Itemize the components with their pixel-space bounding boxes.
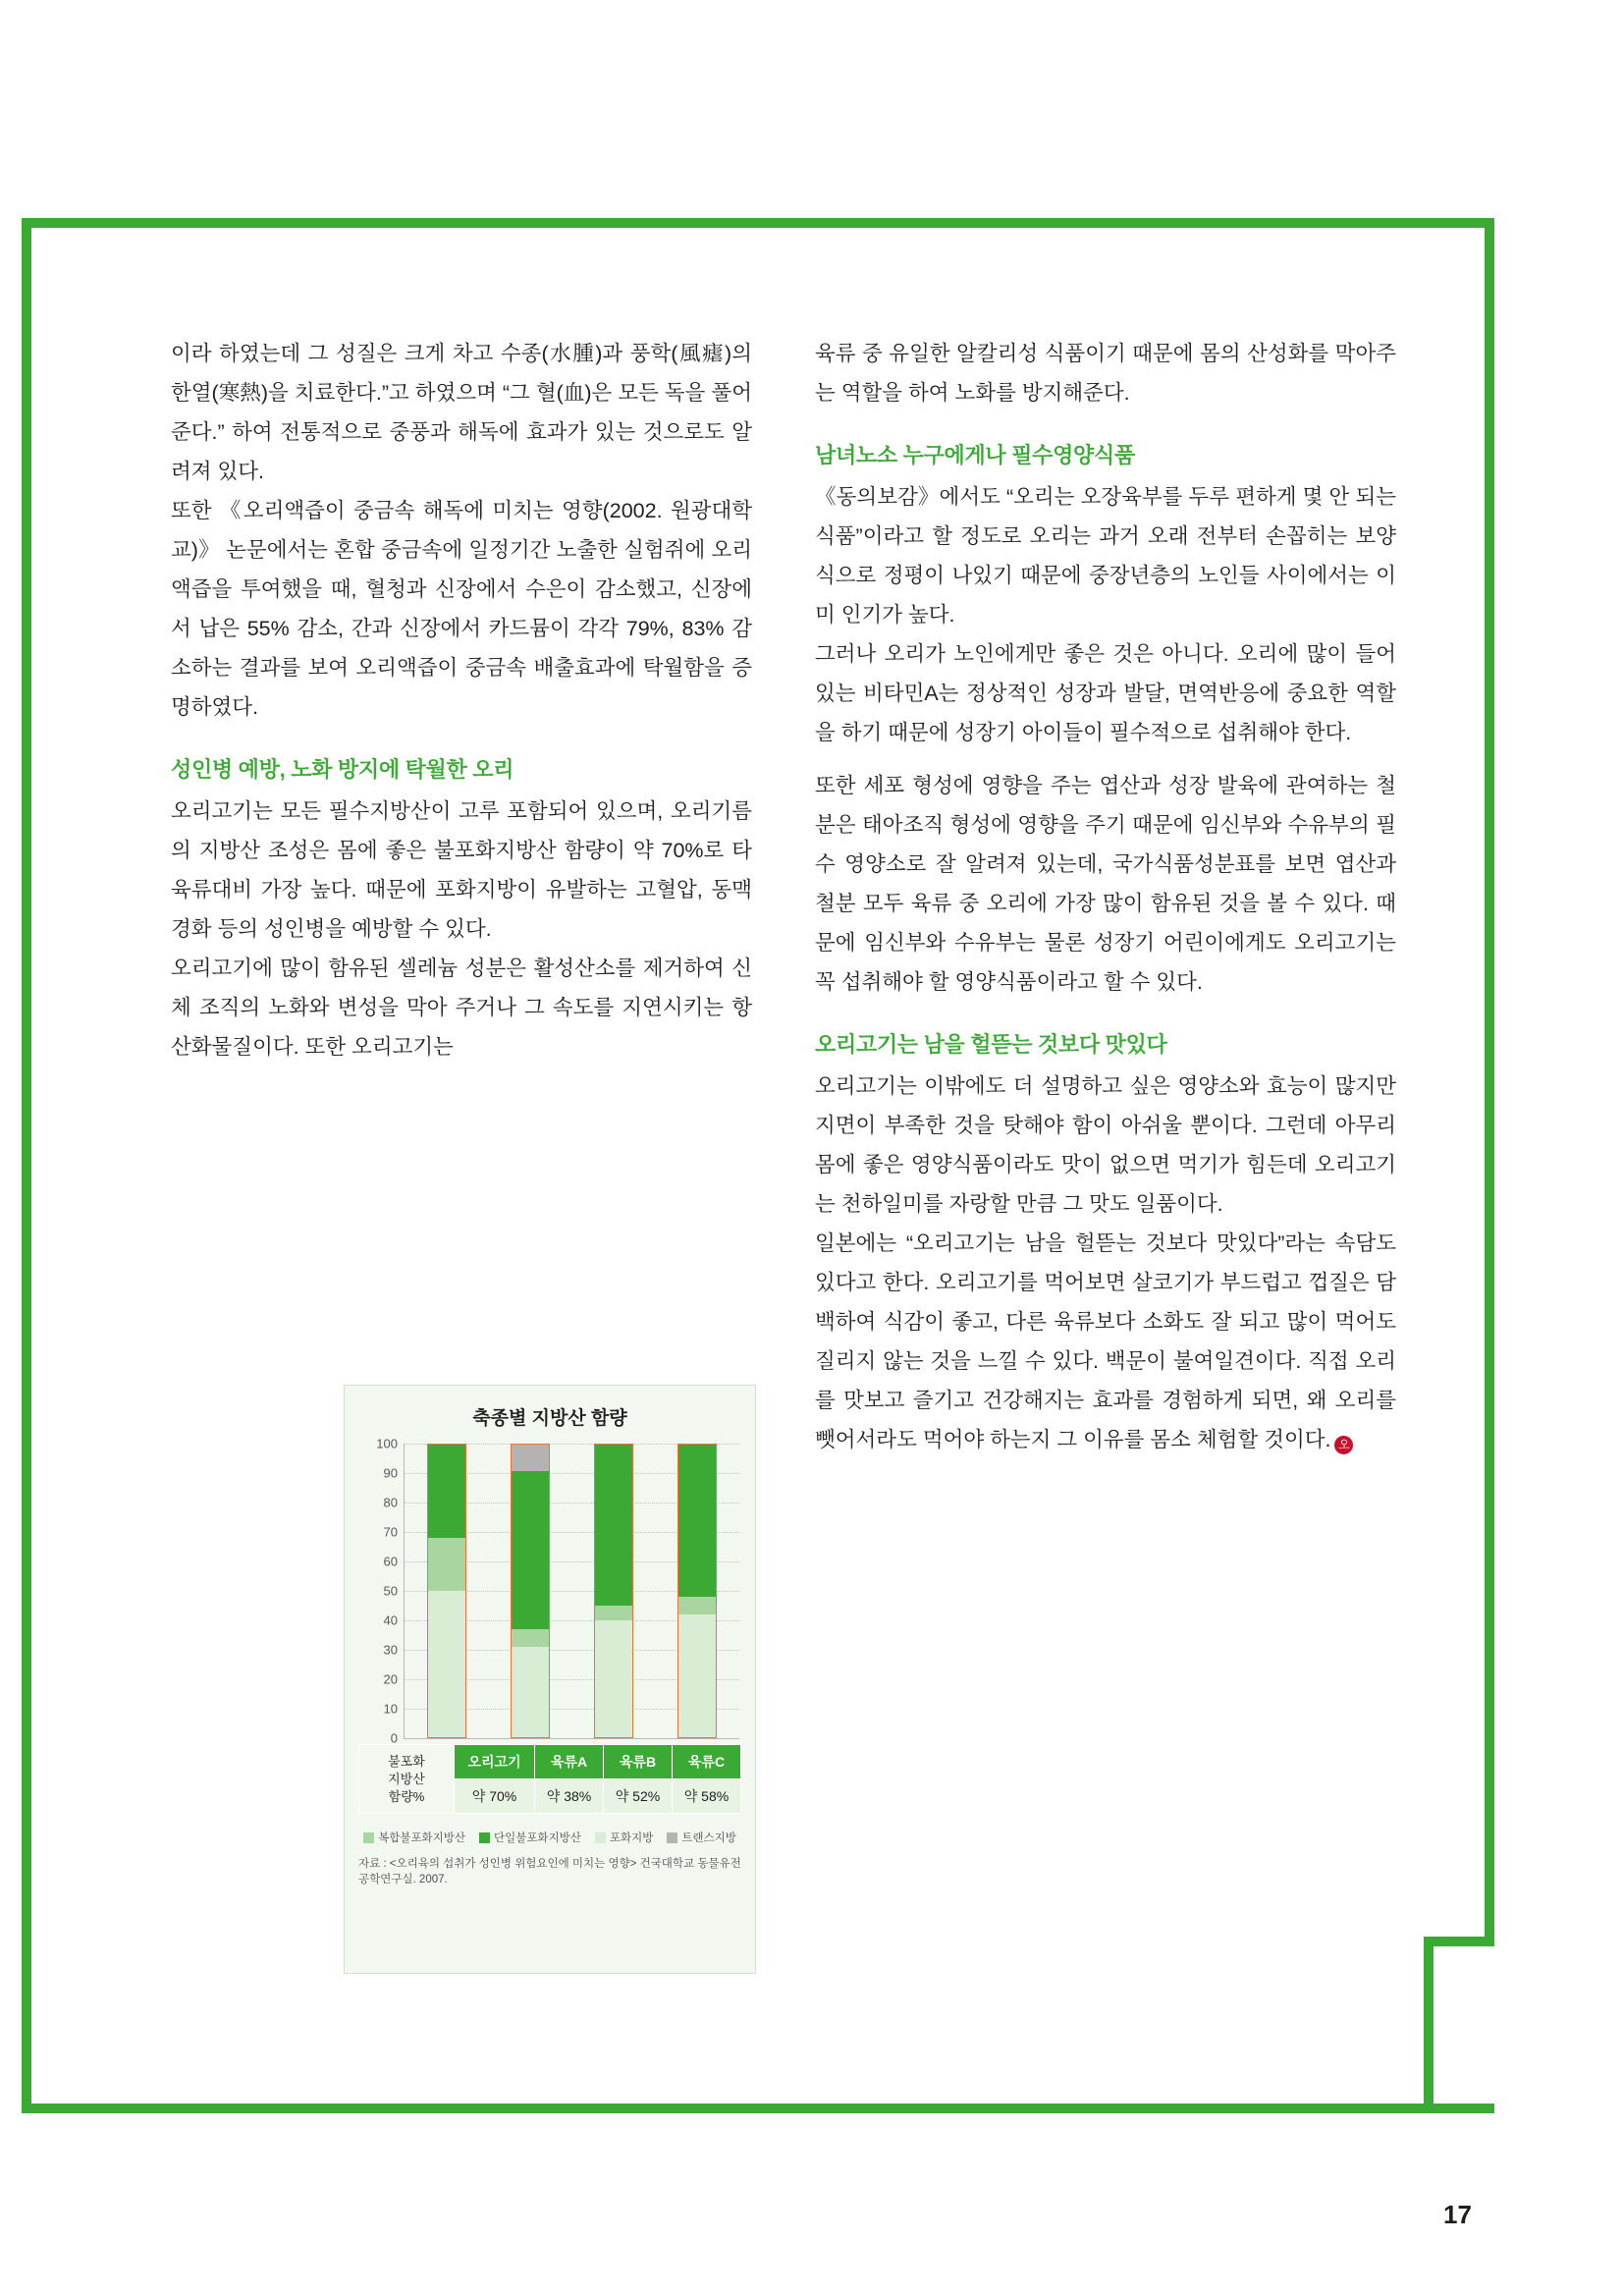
section-heading-essential-nutrition: 남녀노소 누구에게나 필수영양식품 (815, 443, 1135, 467)
left-text-column (171, 334, 752, 1066)
paragraph: 오리고기에 많이 함유된 셀레늄 성분은 활성산소를 제거하여 신체 조직의 노화와 변성을 막아 주거나 그 속도를 지연시키는 항산화물질이다. 또한 오리고기는 (171, 957, 752, 1059)
y-tick: 0 (390, 1730, 398, 1746)
chart-bar-segment (428, 1445, 465, 1538)
page-border-corner-vertical (1424, 1937, 1434, 2113)
paragraph: 이라 하였는데 그 성질은 크게 차고 수종(水腫)과 풍학(風瘧)의 한열(寒熱)을 치료한다.”고 하였으며 “그 혈(血)은 모든 독을 풀어준다.” 하여 전통적으로 중풍과 해독에 효과가 있는 것으로도 알려져 있다. (171, 342, 752, 483)
label-line: 불포화 (388, 1753, 425, 1769)
chart-bar-segment (678, 1614, 716, 1737)
chart-source-note: 자료 : <오리육의 섭취가 성인병 위험요인에 미치는 영향> 건국대학교 동물유전공학연구실. 2007. (358, 1858, 741, 1886)
chart-bar-segment (595, 1606, 632, 1620)
y-tick: 80 (383, 1495, 398, 1510)
chart-bar-segment (512, 1471, 549, 1629)
chart-bar (511, 1444, 550, 1738)
legend-label: 트랜스지방 (681, 1832, 736, 1844)
chart-bar-segment (512, 1629, 549, 1647)
legend-item (595, 1830, 653, 1845)
end-mark-icon: 오 (1334, 1436, 1353, 1454)
y-tick: 20 (383, 1671, 398, 1687)
table-header-cell: 육류C (672, 1745, 740, 1779)
legend-label: 단일불포화지방산 (494, 1832, 581, 1844)
page-border-right (1485, 218, 1494, 1946)
chart-bar-segment (678, 1597, 716, 1614)
chart-bar-segment (678, 1445, 716, 1597)
table-row-label (359, 1745, 455, 1814)
paragraph: 육류 중 유일한 알칼리성 식품이기 때문에 몸의 산성화를 막아주는 역할을 하여 노화를 방지해준다. (815, 342, 1396, 405)
paragraph: 그러나 오리가 노인에게만 좋은 것은 아니다. 오리에 많이 들어있는 비타민A는 정상적인 성장과 발달, 면역반응에 중요한 역할을 하기 때문에 성장기 아이들이 필수적으로 섭취해야 한다. (815, 642, 1396, 744)
legend-swatch (479, 1832, 490, 1843)
chart-bar-segment (595, 1620, 632, 1737)
section-heading-taste: 오리고기는 남을 헐뜯는 것보다 맛있다 (815, 1032, 1167, 1057)
chart-legend (345, 1830, 755, 1845)
legend-label: 포화지방 (609, 1832, 654, 1844)
chart-bar-segment (512, 1445, 549, 1471)
fatty-acid-chart (344, 1385, 756, 1974)
table-row-header (359, 1745, 741, 1779)
label-line: 함량% (388, 1788, 425, 1804)
right-text-column (815, 334, 1396, 1459)
y-tick: 100 (376, 1436, 398, 1451)
table-cell: 약 58% (672, 1779, 740, 1814)
paragraph-last (815, 1224, 1396, 1459)
y-tick: 70 (383, 1524, 398, 1540)
table-header-cell: 오리고기 (455, 1745, 535, 1779)
paragraph: 오리고기는 이밖에도 더 설명하고 싶은 영양소와 효능이 많지만 지면이 부족한 것을 탓해야 함이 아쉬울 뿐이다. 그런데 아무리 몸에 좋은 영양식품이라도 맛이 없으면 먹기가 힘든데 오리고기는 천하일미를 자랑할 만큼 그 맛도 일품이다. (815, 1074, 1396, 1216)
paragraph: 또한 《오리액즙이 중금속 해독에 미치는 영향(2002. 원광대학교)》 논문에서는 혼합 중금속에 일정기간 노출한 실험쥐에 오리액즙을 투여했을 때, 혈청과 신장에서 수은이 감소했고, 신장에서 납은 55% 감소, 간과 신장에서 카드뮴이 각각 79%, 83% 감소하는 결과를 보여 오리액즙이 중금속 배출효과에 탁월함을 증명하였다. (171, 499, 752, 719)
chart-bar (594, 1444, 633, 1738)
chart-bar (677, 1444, 717, 1738)
chart-title: 축종별 지방산 함량 (472, 1408, 627, 1429)
chart-plot-area (345, 1436, 755, 1746)
y-tick: 10 (383, 1701, 398, 1717)
paragraph-text: 일본에는 “오리고기는 남을 헐뜯는 것보다 맛있다”라는 속담도 있다고 한다. 오리고기를 먹어보면 살코기가 부드럽고 껍질은 담백하여 식감이 좋고, 다른 육류보다 소화도 잘 되고 많이 먹어도 질리지 않는 것을 느낄 수 있다. 백문이 불여일견이다. 직접 오리를 맛보고 즐기고 건강해지는 효과를 경험하게 되면, 왜 오리를 뺏어서라도 먹어야 하는지 그 이유를 몸소 체험할 것이다. (815, 1231, 1396, 1451)
paragraph: 《동의보감》에서도 “오리는 오장육부를 두루 편하게 몇 안 되는 식품”이라고 할 정도로 오리는 과거 오래 전부터 손꼽히는 보양식으로 정평이 나있기 때문에 중장년층의 노인들 사이에서는 이미 인기가 높다. (815, 485, 1396, 627)
chart-bar-segment (428, 1591, 465, 1737)
chart-grid (404, 1444, 739, 1739)
table-header-cell: 육류A (535, 1745, 604, 1779)
page-border-corner-horizontal (1424, 1937, 1494, 1946)
chart-bars (405, 1444, 739, 1738)
chart-bar-segment (595, 1445, 632, 1606)
legend-swatch (667, 1832, 677, 1843)
chart-data-table (358, 1744, 741, 1814)
section-heading-adult-disease: 성인병 예방, 노화 방지에 탁월한 오리 (171, 757, 514, 782)
label-line: 지방산 (388, 1771, 425, 1786)
legend-item (667, 1830, 736, 1845)
chart-bar-segment (512, 1647, 549, 1737)
y-tick: 30 (383, 1642, 398, 1658)
paragraph: 오리고기는 모든 필수지방산이 고루 포함되어 있으며, 오리기름의 지방산 조성은 몸에 좋은 불포화지방산 함량이 약 70%로 타 육류대비 가장 높다. 때문에 포화지방이 유발하는 고혈압, 동맥경화 등의 성인병을 예방할 수 있다. (171, 799, 752, 941)
legend-item (363, 1830, 465, 1845)
chart-y-axis-labels (352, 1436, 398, 1746)
page-number: 17 (1443, 2200, 1472, 2229)
legend-label: 복합불포화지방산 (378, 1832, 465, 1844)
y-tick: 60 (383, 1554, 398, 1569)
chart-bar (427, 1444, 466, 1738)
legend-item (479, 1830, 581, 1845)
table-cell: 약 52% (604, 1779, 673, 1814)
y-tick: 40 (383, 1613, 398, 1628)
y-tick: 90 (383, 1465, 398, 1481)
table-header-cell: 육류B (604, 1745, 673, 1779)
legend-swatch (363, 1832, 374, 1843)
table-cell: 약 38% (535, 1779, 604, 1814)
paragraph: 또한 세포 형성에 영향을 주는 엽산과 성장 발육에 관여하는 철분은 태아조직 형성에 영향을 주기 때문에 임신부와 수유부의 필수 영양소로 잘 알려져 있는데, 국가식품성분표를 보면 엽산과 철분 모두 육류 중 오리에 가장 많이 함유된 것을 볼 수 있다. 때문에 임신부와 수유부는 물론 성장기 어린이에게도 오리고기는 꼭 섭취해야 할 영양식품이라고 할 수 있다. (815, 774, 1396, 994)
y-tick: 50 (383, 1583, 398, 1599)
legend-swatch (595, 1832, 606, 1843)
chart-bar-segment (428, 1538, 465, 1591)
table-cell: 약 70% (455, 1779, 535, 1814)
